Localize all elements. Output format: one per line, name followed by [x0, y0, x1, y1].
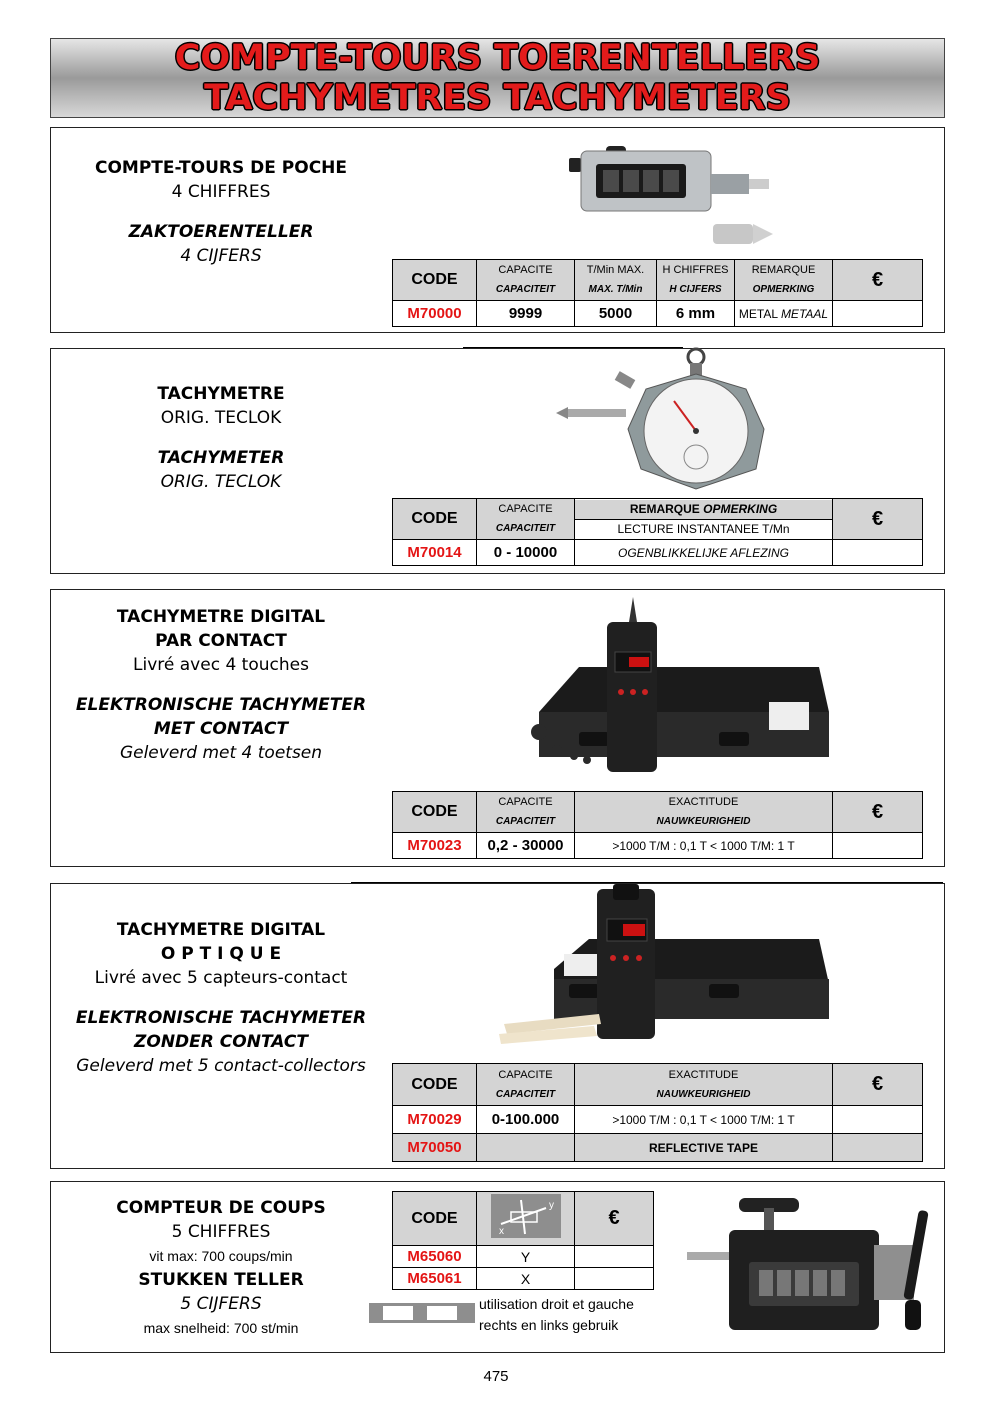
price-cell — [575, 1268, 654, 1290]
col-remark-header: REMARQUE OPMERKING — [735, 260, 833, 301]
col-capacity-header: CAPACITE CAPACITEIT — [477, 260, 575, 301]
fr-title: TACHYMETRE — [157, 384, 285, 404]
product-code: M65061 — [393, 1268, 477, 1290]
col-code-header: CODE — [393, 260, 477, 301]
fr-subtitle: Livré avec 4 touches — [133, 655, 309, 675]
nl-speed: max snelheid: 700 st/min — [143, 1320, 299, 1336]
col-accuracy-header: EXACTITUDE NAUWKEURIGHEID — [575, 1064, 833, 1106]
col-price-header: € — [833, 260, 923, 301]
tachymeter-dial-photo — [556, 339, 816, 499]
nl-subtitle: 5 CIJFERS — [180, 1294, 262, 1314]
svg-text:x: x — [498, 1226, 504, 1237]
spec-table — [392, 1191, 654, 1290]
col-capacity-header: CAPACITE CAPACITEIT — [477, 499, 575, 540]
product-description — [51, 918, 391, 1078]
col-capacity-header: CAPACITE CAPACITEIT — [477, 1064, 575, 1106]
height-value: 6 mm — [657, 301, 735, 327]
page-header — [50, 38, 945, 118]
nl-subtitle: Geleverd met 5 contact-collectors — [76, 1056, 366, 1076]
direction-value: Y — [477, 1246, 575, 1268]
page-number: 475 — [483, 1368, 509, 1385]
stroke-counter-photo — [679, 1190, 929, 1348]
col-rpm-header: T/Min MAX. MAX. T/Min — [575, 260, 657, 301]
product-code: M70023 — [393, 833, 477, 859]
nl-subtitle: ORIG. TECLOK — [160, 472, 282, 492]
accuracy-value: >1000 T/M : 0,1 T < 1000 T/M: 1 T — [575, 1106, 833, 1134]
direction-value: X — [477, 1268, 575, 1290]
product-digital-optical-tachymeter — [50, 883, 945, 1169]
col-code-header: CODE — [393, 792, 477, 833]
table-row — [393, 540, 923, 566]
usage-note — [479, 1294, 634, 1336]
accuracy-value: REFLECTIVE TAPE — [575, 1134, 833, 1162]
col-price-header: € — [833, 499, 923, 540]
svg-text:y: y — [548, 1200, 554, 1211]
usage-note-nl: rechts en links gebruik — [479, 1317, 619, 1333]
col-direction-header — [477, 1192, 575, 1246]
remark-fr: LECTURE INSTANTANEE T/Mn — [617, 521, 790, 536]
price-cell — [833, 1106, 923, 1134]
rpm-value: 5000 — [575, 301, 657, 327]
col-price-header: € — [575, 1192, 654, 1246]
price-cell — [833, 301, 923, 327]
fr-title: COMPTEUR DE COUPS — [116, 1198, 326, 1218]
capacity-value: 0 - 10000 — [477, 540, 575, 566]
product-code: M70029 — [393, 1106, 477, 1134]
product-code: M70014 — [393, 540, 477, 566]
col-capacity-header: CAPACITE CAPACITEIT — [477, 792, 575, 833]
fr-title: TACHYMETRE DIGITAL — [116, 607, 326, 627]
table-row — [393, 833, 923, 859]
col-code-header: CODE — [393, 499, 477, 540]
table-row — [393, 1246, 654, 1268]
nl-title: ZAKTOERENTELLER — [128, 222, 314, 242]
spec-table — [392, 1063, 923, 1162]
col-height-header: H CHIFFRES H CIJFERS — [657, 260, 735, 301]
price-cell — [575, 1246, 654, 1268]
remark-value: METAL METAAL — [735, 301, 833, 327]
product-stroke-counter — [50, 1181, 945, 1353]
fr-speed: vit max: 700 coups/min — [149, 1248, 293, 1264]
nl-title: ELEKTRONISCHE TACHYMETER — [75, 1008, 367, 1028]
fr-subtitle: 5 CHIFFRES — [171, 1222, 271, 1242]
col-code-header: CODE — [393, 1064, 477, 1106]
optical-tachymeter-case-photo — [489, 884, 829, 1054]
nl-subtitle: Geleverd met 4 toetsen — [119, 743, 323, 763]
fr-subtitle: 4 CHIFFRES — [171, 182, 271, 202]
table-row — [393, 301, 923, 327]
spec-table — [392, 259, 923, 327]
digital-tachymeter-case-photo — [519, 592, 839, 782]
product-tachymeter-teclok — [50, 348, 945, 574]
left-right-usage-icon — [369, 1298, 475, 1328]
capacity-value: 0-100.000 — [477, 1106, 575, 1134]
product-digital-contact-tachymeter — [50, 589, 945, 867]
fr-title-2: O P T I Q U E — [160, 944, 282, 964]
product-description — [51, 605, 391, 765]
product-code: M70050 — [393, 1134, 477, 1162]
spec-table — [392, 498, 923, 566]
spec-table — [392, 791, 923, 859]
price-cell — [833, 833, 923, 859]
fr-subtitle: Livré avec 5 capteurs-contact — [94, 968, 348, 988]
product-pocket-counter — [50, 127, 945, 333]
col-price-header: € — [833, 1064, 923, 1106]
nl-title: STUKKEN TELLER — [138, 1270, 304, 1290]
product-description — [51, 1196, 391, 1340]
usage-note-fr: utilisation droit et gauche — [479, 1296, 634, 1312]
fr-subtitle: ORIG. TECLOK — [160, 408, 282, 428]
header-title-line1: COMPTE-TOURS TOERENTELLERS — [174, 38, 821, 78]
product-description — [51, 382, 391, 494]
nl-title: ELEKTRONISCHE TACHYMETER — [75, 695, 367, 715]
col-accuracy-header: EXACTITUDE NAUWKEURIGHEID — [575, 792, 833, 833]
table-row — [393, 1134, 923, 1162]
remark-nl: OGENBLIKKELIJKE AFLEZING — [575, 540, 833, 566]
table-row — [393, 1106, 923, 1134]
product-description — [51, 156, 391, 268]
product-code: M65060 — [393, 1246, 477, 1268]
capacity-value — [477, 1134, 575, 1162]
nl-title-2: MET CONTACT — [153, 719, 289, 739]
col-code-header: CODE — [393, 1192, 477, 1246]
nl-title-2: ZONDER CONTACT — [134, 1032, 308, 1052]
capacity-value: 0,2 - 30000 — [477, 833, 575, 859]
accuracy-value: >1000 T/M : 0,1 T < 1000 T/M: 1 T — [575, 833, 833, 859]
header-title-line2: TACHYMETRES TACHYMETERS — [204, 78, 791, 118]
price-cell — [833, 1134, 923, 1162]
product-code: M70000 — [393, 301, 477, 327]
fr-title: TACHYMETRE DIGITAL — [116, 920, 326, 940]
col-remark-header: REMARQUE OPMERKING LECTURE INSTANTANEE T/Mn — [575, 499, 833, 540]
price-cell — [833, 540, 923, 566]
table-row — [393, 1268, 654, 1290]
fr-title: COMPTE-TOURS DE POCHE — [94, 158, 348, 178]
nl-title: TACHYMETER — [157, 448, 285, 468]
nl-subtitle: 4 CIJFERS — [180, 246, 262, 266]
col-price-header: € — [833, 792, 923, 833]
pocket-counter-photo — [541, 136, 841, 256]
fr-title-2: PAR CONTACT — [155, 631, 287, 651]
capacity-value: 9999 — [477, 301, 575, 327]
direction-axis-icon — [491, 1194, 561, 1238]
